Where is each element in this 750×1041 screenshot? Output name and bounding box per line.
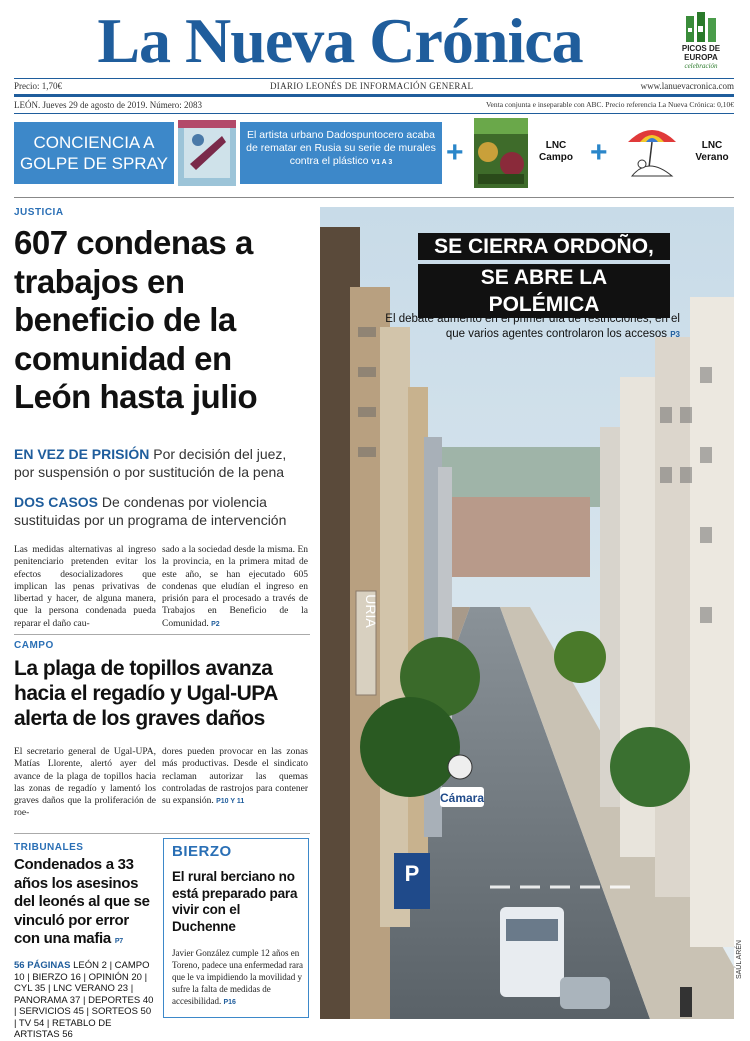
- picos-de-europa-logo: [668, 12, 734, 72]
- dateline-rule: [14, 113, 734, 114]
- bierzo-body: [172, 947, 304, 1009]
- artist-teaser-ref: V1 A 3: [371, 159, 393, 166]
- mountain-logo-icon: [684, 12, 718, 44]
- masthead-thick-rule: [14, 94, 734, 97]
- bierzo-body-text: Javier González cumple 12 años en Toreno, padece una enfermedad rara que le va impidiendo la movilidad y sufre la falta de medidas de accesibilidad.: [172, 948, 304, 1006]
- mural-thumbnail[interactable]: [178, 120, 236, 186]
- logo-subtext: celebración: [684, 62, 718, 70]
- tribunales-headline-text: Condenados a 33 años los asesinos del leonés al que se vinculó por error con una mafia: [14, 856, 150, 947]
- uria-sign-text: URIA: [363, 594, 379, 628]
- logo-text: PICOS DE EUROPA: [681, 44, 721, 62]
- lead-divider: [14, 634, 310, 635]
- price: Precio: 1,70€: [14, 81, 62, 91]
- lnc-verano-label[interactable]: LNC Verano: [695, 140, 729, 163]
- parking-sign-text: P: [404, 861, 420, 886]
- spray-teaser-title: CONCIENCIA A GOLPE DE SPRAY: [19, 133, 168, 173]
- deck-1-text: Por decisión del juez, por suspensión o por sustitución de la pena: [14, 446, 287, 480]
- tribunales-page-ref: P7: [114, 938, 123, 945]
- plus-icon-2: +: [590, 136, 608, 169]
- campo-supplement-cover[interactable]: [474, 118, 528, 188]
- lead-body-col-1: Las medidas alternativas al ingreso penitenciario pretenden evitar los efectos desocializadores que implican las penas privativas de libertad y hacer, de alguna manera, que la persona condenada pueda reparar el daño cau-: [14, 545, 156, 629]
- campo-divider: [14, 833, 310, 834]
- lead-headline[interactable]: 607 condenas a trabajos en beneficio de la comunidad en León hasta julio: [14, 224, 258, 415]
- dateline: LEÓN. Jueves 29 de agosto de 2019. Número: 2083: [14, 100, 202, 110]
- photo-page-ref: P3: [670, 330, 680, 339]
- bierzo-box[interactable]: [163, 838, 309, 1018]
- campo-page-ref: P10 Y 11: [216, 798, 245, 806]
- photo-subtitle-text: El debate aumentó en el primer día de restricciones, en el que varios agentes controlaron los accesos: [385, 313, 680, 340]
- photo-subtitle: [376, 312, 680, 342]
- lead-body-col-2-text: sado a la sociedad desde la misma. En la provincia, en la primera mitad de este año, se han ejecutado 605 condenas que eludían el ingreso en prisión para el procesado a través de Trabajos en Beneficio de la Comunidad.: [162, 545, 308, 629]
- index-pages: 56 PÁGINAS: [14, 960, 71, 971]
- artist-teaser-text: El artista urbano Dadospuntocero acaba de rematar en Rusia su serie de murales contra el plástico: [246, 129, 436, 167]
- sale-note: Venta conjunta e inseparable con ABC. Precio referencia La Nueva Crónica: 0,10€: [485, 100, 734, 109]
- lead-deck-1: [14, 445, 310, 481]
- teaser-rule: [14, 197, 734, 198]
- photo-headline-line-1: SE CIERRA ORDOÑO,: [418, 233, 670, 260]
- lead-kicker: JUSTICIA: [14, 207, 64, 218]
- beach-umbrella-illustration[interactable]: [618, 122, 686, 184]
- tribunales-headline[interactable]: [14, 856, 158, 952]
- bierzo-headline: El rural berciano no está preparado para vivir con el Duchenne: [172, 869, 298, 934]
- campo-body-col-1: El secretario general de Ugal-UPA, Matías Llorente, alertó ayer del avance de la plaga de topillos hacia las zonas de regadío y lamentó los graves daños que la proliferación de roe-: [14, 747, 156, 819]
- lnc-campo-label[interactable]: LNC Campo: [539, 140, 573, 163]
- artist-teaser-box[interactable]: [240, 122, 442, 184]
- photo-headline[interactable]: [418, 233, 670, 322]
- teaser-bar: [14, 120, 734, 186]
- campo-body-col-2: [162, 746, 308, 808]
- tribunales-kicker: TRIBUNALES: [14, 842, 84, 853]
- bierzo-label: BIERZO: [172, 843, 232, 860]
- website-link[interactable]: www.lanuevacronica.com: [640, 81, 734, 91]
- deck-1-lead: EN VEZ DE PRISIÓN: [14, 446, 150, 462]
- newspaper-title[interactable]: La Nueva Crónica: [97, 5, 583, 76]
- lead-page-ref: P2: [211, 620, 220, 628]
- photo-credit: SAÚL ARÉN: [736, 940, 743, 980]
- deck-2-text: De condenas por violencia sustituidas por un programa de intervención: [14, 494, 287, 528]
- bierzo-page-ref: P16: [223, 999, 236, 1006]
- deck-2-lead: DOS CASOS: [14, 494, 99, 510]
- photo-headline-line-2: SE ABRE LA POLÉMICA: [418, 264, 670, 318]
- lead-body-col-2: [162, 544, 308, 631]
- lead-deck-2: [14, 493, 310, 529]
- index-items: LEÓN 2 | CAMPO 10 | BIERZO 16 | OPINIÓN 20 | CYL 35 | LNC VERANO 23 | PANORAMA 37 | DEPORTES 40 | SERVICIOS 45 | SORTEOS 50 | TV 54 | RETABLO DE ARTISTAS 56: [14, 960, 154, 1040]
- campo-kicker: CAMPO: [14, 640, 54, 651]
- campo-headline[interactable]: La plaga de topillos avanza hacia el regadío y Ugal-UPA alerta de los graves daños: [14, 657, 278, 730]
- tagline: DIARIO LEONÉS DE INFORMACIÓN GENERAL: [270, 81, 474, 91]
- masthead: [0, 0, 750, 118]
- page-index: [14, 960, 154, 1041]
- plus-icon: +: [446, 136, 464, 169]
- camara-sign-text: Cámara: [439, 791, 485, 805]
- campo-body-col-2-text: dores pueden provocar en las zonas más productivas. Desde el sindicato reclaman autorizar las quemas controladas de rastrojos para contener su expansión.: [162, 747, 308, 807]
- uria-sign: [356, 591, 379, 695]
- spray-teaser-box[interactable]: [14, 122, 174, 184]
- masthead-rule: [14, 78, 734, 79]
